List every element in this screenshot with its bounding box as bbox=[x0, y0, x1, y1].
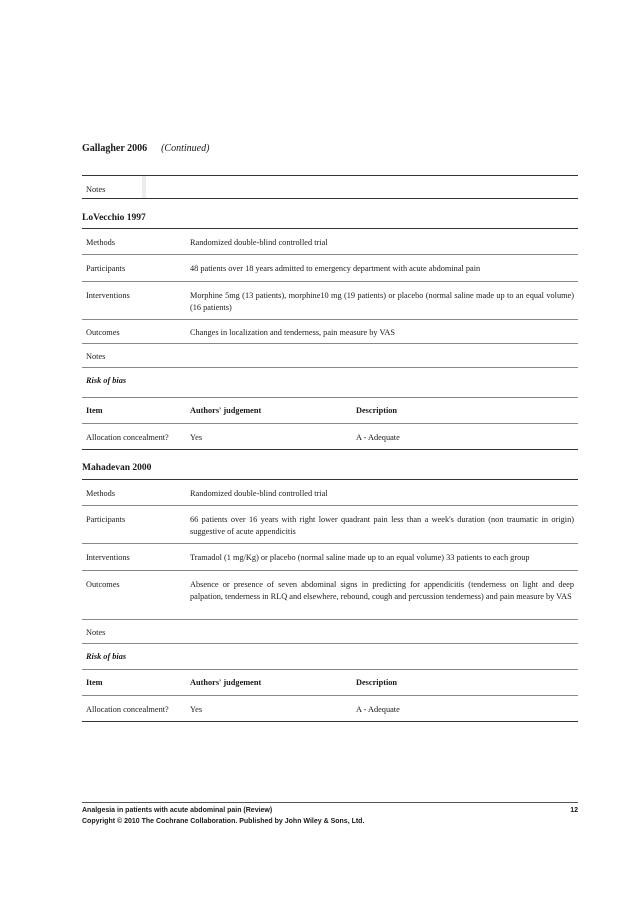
rob-cell-item: Allocation concealment? bbox=[86, 705, 169, 714]
risk-of-bias-title: Risk of bias bbox=[86, 376, 127, 385]
rob-cell-item: Allocation concealment? bbox=[86, 433, 169, 442]
footer-review-title: Analgesia in patients with acute abdominal pain (Review) bbox=[82, 807, 273, 814]
study-title-lovecchio: LoVecchio 1997 bbox=[82, 213, 146, 223]
rob-header-item: Item bbox=[86, 678, 103, 687]
rob-cell-description: A - Adequate bbox=[356, 433, 400, 442]
row-label-interventions: Interventions bbox=[86, 291, 130, 300]
continued-header bbox=[82, 143, 209, 154]
row-label-notes: Notes bbox=[86, 352, 106, 361]
gallagher-notes-label: Notes bbox=[86, 185, 106, 194]
footer-page-number: 12 bbox=[570, 807, 578, 814]
gallagher-notes-value bbox=[146, 176, 578, 199]
risk-of-bias-table-lovecchio bbox=[82, 397, 578, 450]
row-label-participants: Participants bbox=[86, 264, 126, 273]
row-value-outcomes: Changes in localization and tenderness, pain measure by VAS bbox=[190, 328, 395, 337]
rob-header-description: Description bbox=[356, 406, 398, 415]
row-value-notes bbox=[186, 620, 578, 644]
row-value-participants: 48 patients over 18 years admitted to emergency department with acute abdominal pain bbox=[190, 264, 481, 273]
row-value-outcomes: Absence or presence of seven abdominal signs in predicting for appendicitis (tenderness on light and deep palpation, tenderness in RLQ and elsewhere, rebound, cough and percussion tenderness) and pain measure by VAS bbox=[190, 580, 574, 601]
row-value-participants: 66 patients over 16 years with right lower quadrant pain less than a week's duration (non traumatic in origin) suggestive of acute appendicitis bbox=[190, 515, 574, 536]
continued-study-name: Gallagher 2006 bbox=[82, 143, 148, 154]
risk-of-bias-table-mahadevan bbox=[82, 669, 578, 722]
row-value-interventions: Morphine 5mg (13 patients), morphine10 mg (19 patients) or placebo (normal saline made up to an equal volume) (16 patients) bbox=[190, 291, 574, 312]
row-value-notes bbox=[186, 344, 578, 368]
risk-of-bias-title: Risk of bias bbox=[86, 652, 127, 661]
study-table-mahadevan bbox=[82, 479, 578, 669]
gallagher-notes-table bbox=[82, 175, 578, 199]
rob-cell-judgement: Yes bbox=[190, 705, 203, 714]
footer-copyright: Copyright © 2010 The Cochrane Collaboration. Published by John Wiley & Sons, Ltd. bbox=[82, 818, 365, 825]
row-value-interventions: Tramadol (1 mg/Kg) or placebo (normal saline made up to an equal volume) 33 patients to each group bbox=[190, 553, 530, 562]
row-label-outcomes: Outcomes bbox=[86, 328, 120, 337]
row-value-methods: Randomized double-blind controlled trial bbox=[190, 238, 328, 247]
continued-label: (Continued) bbox=[161, 143, 210, 154]
row-label-outcomes: Outcomes bbox=[86, 580, 120, 589]
row-label-participants: Participants bbox=[86, 515, 126, 524]
rob-cell-judgement: Yes bbox=[190, 433, 203, 442]
row-label-interventions: Interventions bbox=[86, 553, 130, 562]
study-title-mahadevan: Mahadevan 2000 bbox=[82, 463, 152, 473]
row-label-methods: Methods bbox=[86, 238, 116, 247]
row-label-notes: Notes bbox=[86, 628, 106, 637]
rob-header-item: Item bbox=[86, 406, 103, 415]
rob-header-description: Description bbox=[356, 678, 398, 687]
rob-header-judgement: Authors' judgement bbox=[190, 678, 262, 687]
rob-cell-description: A - Adequate bbox=[356, 705, 400, 714]
rob-header-judgement: Authors' judgement bbox=[190, 406, 262, 415]
page-footer bbox=[82, 802, 578, 827]
row-value-methods: Randomized double-blind controlled trial bbox=[190, 489, 328, 498]
study-table-lovecchio bbox=[82, 228, 578, 393]
row-label-methods: Methods bbox=[86, 489, 116, 498]
